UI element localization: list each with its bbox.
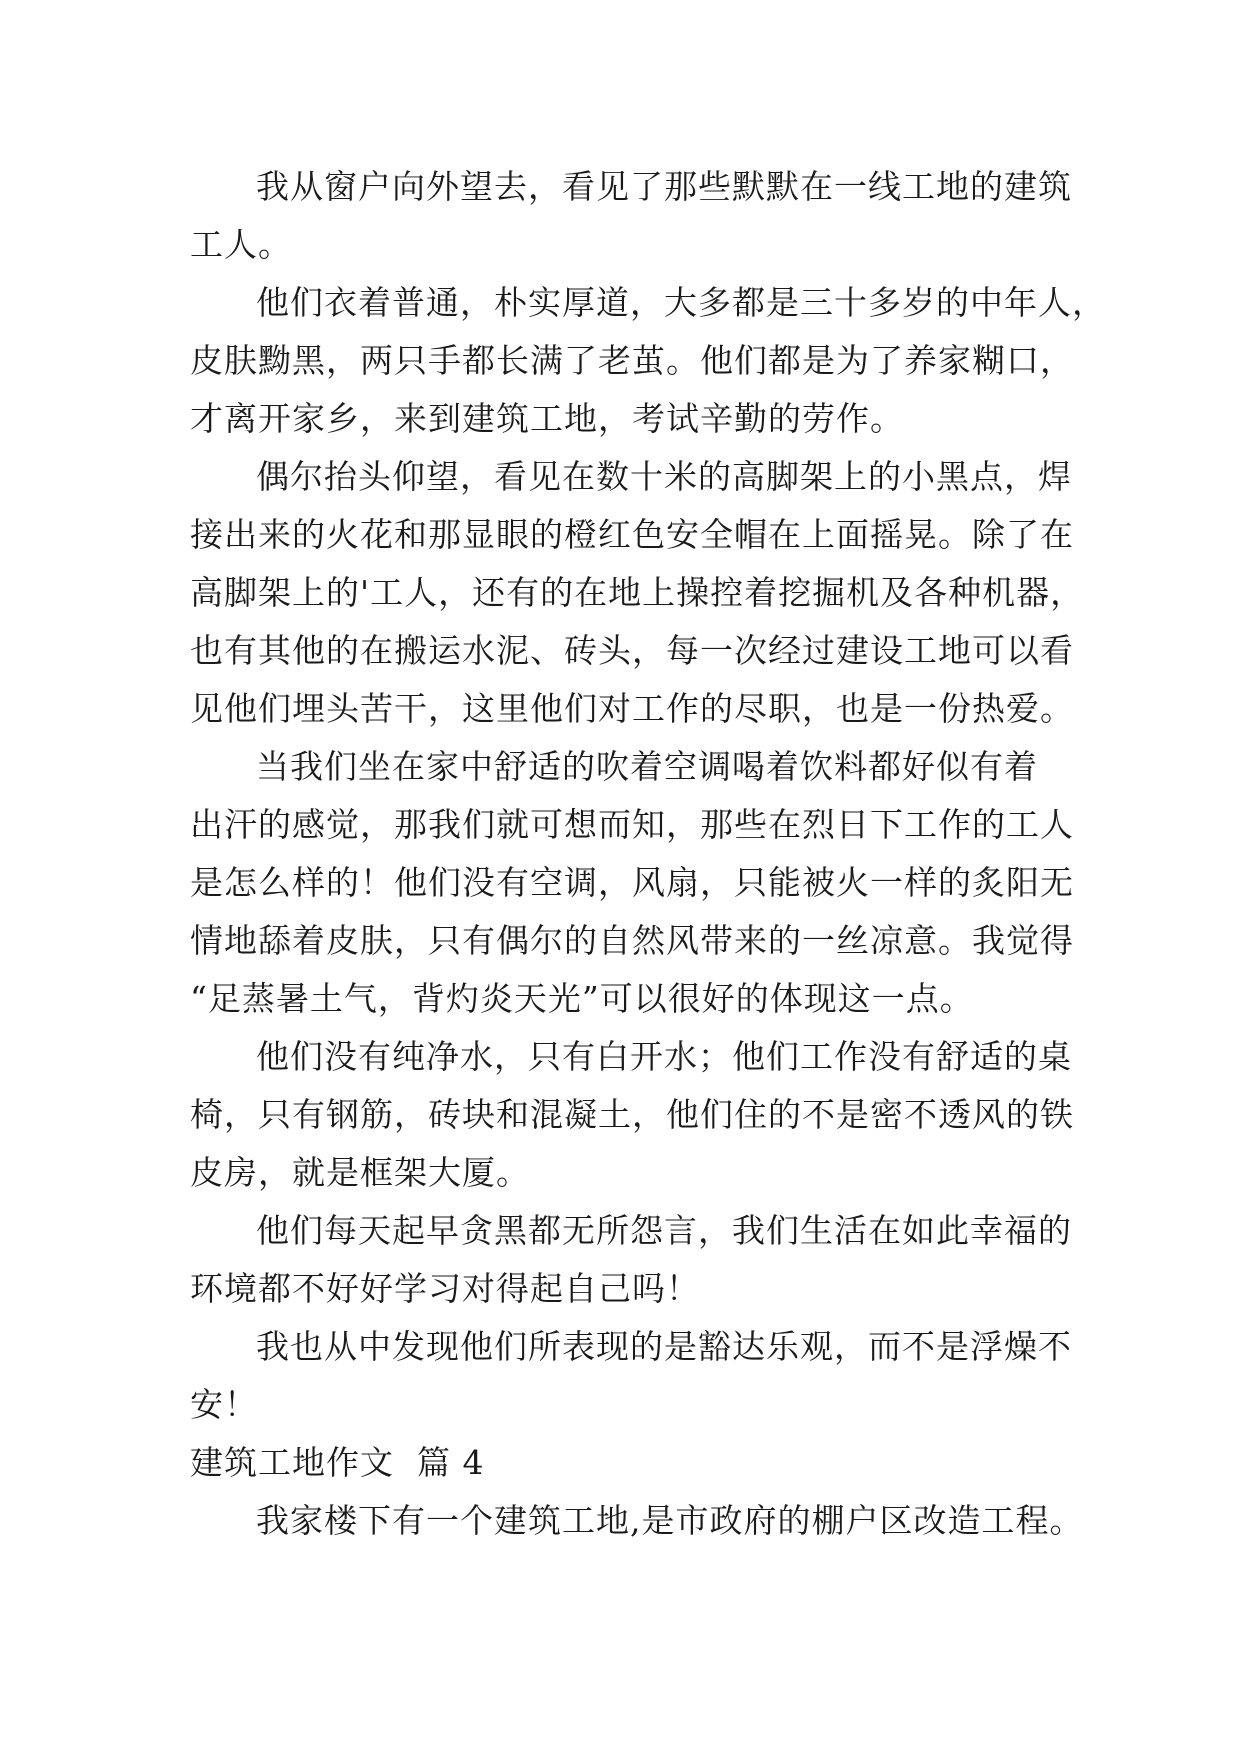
text-line: 皮房，就是框架大厦。 — [190, 1153, 530, 1192]
text-line: 我也从中发现他们所表现的是豁达乐观，而不是浮燥不 — [256, 1327, 1072, 1366]
text-line: 出汗的感觉，那我们就可想而知，那些在烈日下工作的工人 — [190, 805, 1074, 844]
paragraph-4 — [190, 738, 1074, 1028]
paragraph-3 — [190, 448, 1085, 738]
paragraph-7 — [190, 1318, 1072, 1434]
section-heading: 建筑工地作文 篇 4 — [190, 1443, 485, 1482]
text-line: 才离开家乡，来到建筑工地，考试辛勤的劳作。 — [190, 399, 904, 438]
text-line: 安！ — [190, 1385, 258, 1424]
text-line: 见他们埋头苦干，这里他们对工作的尽职，也是一份热爱。 — [190, 689, 1074, 728]
text-line: 偶尔抬头仰望，看见在数十米的高脚架上的小黑点，焊 — [256, 457, 1072, 496]
paragraph-2 — [190, 274, 1106, 448]
paragraph-8 — [190, 1492, 1084, 1550]
text-line: 情地舔着皮肤，只有偶尔的自然风带来的一丝凉意。我觉得 — [190, 921, 1074, 960]
text-line: 高脚架上的'工人，还有的在地上操控着挖掘机及各种机器， — [190, 573, 1085, 612]
paragraph-5 — [190, 1028, 1074, 1202]
text-line: 我从窗户向外望去，看见了那些默默在一线工地的建筑 — [256, 167, 1072, 206]
text-line: 是怎么样的！他们没有空调，风扇，只能被火一样的炙阳无 — [190, 863, 1074, 902]
text-line: 我家楼下有一个建筑工地,是市政府的棚户区改造工程。 — [256, 1501, 1084, 1540]
text-line: 工人。 — [190, 225, 292, 264]
text-line: 椅，只有钢筋，砖块和混凝土，他们住的不是密不透风的铁 — [190, 1095, 1074, 1134]
text-line: 他们每天起早贪黑都无所怨言，我们生活在如此幸福的 — [256, 1211, 1072, 1250]
text-line: 接出来的火花和那显眼的橙红色安全帽在上面摇晃。除了在 — [190, 515, 1074, 554]
text-line: 他们衣着普通，朴实厚道，大多都是三十多岁的中年人， — [256, 283, 1106, 322]
text-line: 环境都不好好学习对得起自己吗！ — [190, 1269, 700, 1308]
text-line: 皮肤黝黑，两只手都长满了老茧。他们都是为了养家糊口， — [190, 341, 1074, 380]
text-line: 当我们坐在家中舒适的吹着空调喝着饮料都好似有着 — [256, 747, 1038, 786]
paragraph-6 — [190, 1202, 1072, 1318]
text-line: 他们没有纯净水，只有白开水；他们工作没有舒适的桌 — [256, 1037, 1072, 1076]
text-line: “足蒸暑土气，背灼炎天光”可以很好的体现这一点。 — [190, 979, 974, 1018]
document-body — [190, 158, 1106, 1550]
text-line: 也有其他的在搬运水泥、砖头，每一次经过建设工地可以看 — [190, 631, 1074, 670]
paragraph-1 — [190, 158, 1072, 274]
